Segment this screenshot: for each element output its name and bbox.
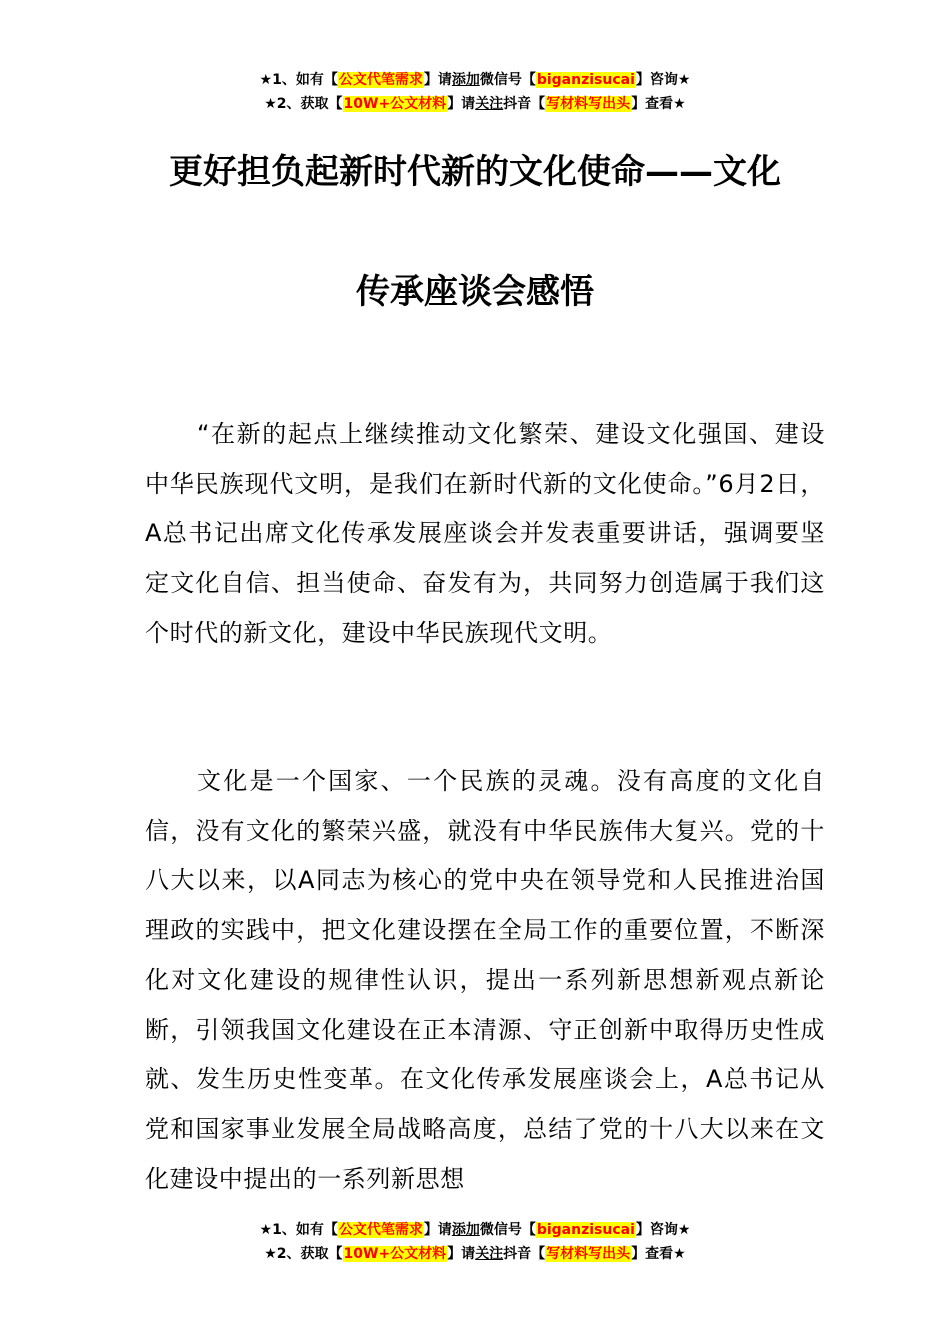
notice-line-2: ★2、获取【10W+公文材料】请关注抖音【写材料写出头】查看★ — [264, 96, 686, 112]
footer-notice — [0, 1218, 950, 1266]
highlight-ghostwriting: 公文代笔需求 — [338, 72, 423, 88]
footer-notice-line-1: ★1、如有【公文代笔需求】请添加微信号【biganzisucai】咨询★ — [259, 1222, 691, 1238]
header-notice — [0, 68, 950, 116]
highlight-ghostwriting: 公文代笔需求 — [338, 1222, 423, 1238]
document-title-line-1: 更好担负起新时代新的文化使命——文化 — [169, 152, 781, 192]
highlight-wechat-id: biganzisucai — [536, 1222, 635, 1238]
highlight-materials: 10W+公文材料 — [343, 96, 447, 112]
document-title-line-2: 传承座谈会感悟 — [356, 272, 594, 312]
highlight-materials: 10W+公文材料 — [343, 1246, 447, 1262]
highlight-douyin: 写材料写出头 — [546, 1246, 631, 1262]
highlight-douyin: 写材料写出头 — [546, 96, 631, 112]
notice-line-1: ★1、如有【公文代笔需求】请添加微信号【biganzisucai】咨询★ — [259, 72, 691, 88]
footer-notice-line-2: ★2、获取【10W+公文材料】请关注抖音【写材料写出头】查看★ — [264, 1246, 686, 1262]
body-paragraph-2: 文化是一个国家、一个民族的灵魂。没有高度的文化自信，没有文化的繁荣兴盛，就没有中华民族伟大复兴。党的十八大以来，以A同志为核心的党中央在领导党和人民推进治国理政的实践中，把文化建设摆在全局工作的重要位置，不断深化对文化建设的规律性认识，提出一系列新思想新观点新论断，引领我国文化建设在正本清源、守正创新中取得历史性成就、发生历史性变革。在文化传承发展座谈会上，A总书记从党和国家事业发展全局战略高度，总结了党的十八大以来在文化建设中提出的一系列新思想 — [145, 767, 825, 1193]
body-paragraph-1: “在新的起点上继续推动文化繁荣、建设文化强国、建设中华民族现代文明，是我们在新时代新的文化使命。”6月2日，A总书记出席文化传承发展座谈会并发表重要讲话，强调要坚定文化自信、担当使命、奋发有为，共同努力创造属于我们这个时代的新文化，建设中华民族现代文明。 — [145, 420, 825, 647]
highlight-wechat-id: biganzisucai — [536, 72, 635, 88]
